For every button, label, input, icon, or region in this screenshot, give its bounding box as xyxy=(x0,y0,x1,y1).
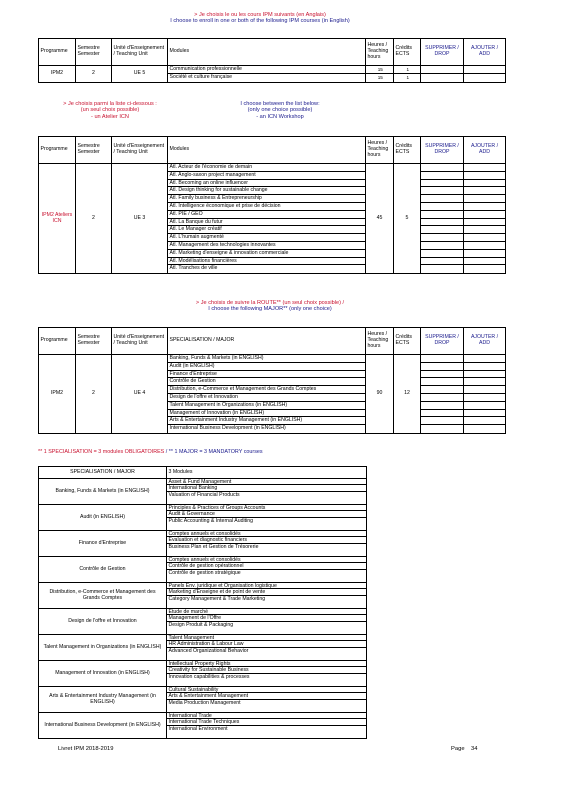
module-item: Atl. Intelligence économique et prise de décision xyxy=(168,203,365,211)
col-unite: Unité d'Enseignement / Teaching Unit xyxy=(112,137,168,164)
credits-cell: 12 xyxy=(394,355,421,434)
col-drop: SUPPRIMER / DROP xyxy=(421,328,464,355)
major-row xyxy=(39,557,367,583)
module-item: Atl. Tranches de ville xyxy=(169,265,218,272)
module-item: Atl. Anglo-saxon project management xyxy=(168,172,365,180)
section1-table xyxy=(38,38,506,83)
col-programme: Programme xyxy=(39,137,76,164)
col-unite: Unité d'Enseignement / Teaching Unit xyxy=(112,39,168,66)
module-item: Atl. Becoming an online influencer xyxy=(168,180,365,188)
module-item: Atl. Design thinking for sustainable change xyxy=(168,187,365,195)
modules-cell xyxy=(168,66,366,83)
major-modules xyxy=(167,505,367,531)
col-heures: Heures / Teaching hours xyxy=(366,328,394,355)
section2-intro-en xyxy=(200,101,360,120)
heures-cell: 90 xyxy=(366,355,394,434)
major-modules xyxy=(167,531,367,557)
major-module-item: Comptes annuels et consolidés xyxy=(167,557,366,563)
add-checkbox-column[interactable] xyxy=(464,355,506,434)
major-module-item: Media Production Management xyxy=(168,699,241,706)
section3-intro xyxy=(110,300,430,313)
major-module-item: Public Accounting & Internal Auditing xyxy=(168,517,253,524)
section2-table xyxy=(38,136,506,274)
table-header-row xyxy=(39,467,367,479)
spec-item: Finance d'Entreprise xyxy=(168,371,365,379)
major-module-item: Arts & Entertainment Management xyxy=(167,693,366,699)
col-specialisation: SPECIALISATION / MAJOR xyxy=(168,328,366,355)
major-modules xyxy=(167,583,367,609)
section2-intro-fr xyxy=(30,101,190,120)
major-module-item: Valuation of Financial Products xyxy=(168,491,240,498)
col-drop: SUPPRIMER / DROP xyxy=(421,137,464,164)
page-number xyxy=(451,746,477,753)
module-item: Communication professionnelle xyxy=(168,66,365,74)
major-row xyxy=(39,713,367,739)
major-name: International Business Development (in ENGLISH) xyxy=(39,713,167,739)
spec-item: International Business Development (in ENGLISH) xyxy=(169,425,286,432)
spec-item: Audit (in ENGLISH) xyxy=(168,363,365,371)
major-modules xyxy=(167,609,367,635)
major-module-item: International Trade Techniques xyxy=(167,719,366,725)
major-module-item: Contrôle de gestion stratégique xyxy=(168,569,241,576)
module-item: Atl. Management des technologies innovantes xyxy=(168,242,365,250)
major-name: Design de l'offre et Innovation xyxy=(39,609,167,635)
table-header-row xyxy=(39,39,506,66)
footer-left: Livret IPM 2018-2019 xyxy=(58,746,114,752)
col-semestre: Semestre Semester xyxy=(76,328,112,355)
col-add: AJOUTER / ADD xyxy=(464,328,506,355)
major-modules xyxy=(167,713,367,739)
note-fr: ** 1 SPECIALISATION = 3 modules OBLIGATOIRES xyxy=(38,449,165,455)
major-module-item: Principles & Practices of Groups Accounts xyxy=(167,505,366,511)
credits-cell: 5 xyxy=(394,164,421,274)
major-module-item: Advanced Organizational Behavior xyxy=(168,647,249,654)
major-module-item: Panels Env. juridique et Organisation logistique xyxy=(167,583,366,589)
module-item: Société et culture française xyxy=(169,73,233,80)
major-name: Audit (in ENGLISH) xyxy=(39,505,167,531)
col-heures: Heures / Teaching hours xyxy=(366,39,394,66)
major-row xyxy=(39,531,367,557)
major-modules xyxy=(167,661,367,687)
major-module-item: International Banking xyxy=(167,485,366,491)
major-module-item: Etude de marché xyxy=(167,609,366,615)
table-header-row xyxy=(39,137,506,164)
section2-intro-en-line: I choose between the list below: xyxy=(240,101,320,107)
programme-cell xyxy=(39,164,76,274)
major-module-item: Business Plan et Gestion de Trésorerie xyxy=(168,543,259,550)
section2-intro-en-line: (only one choice possible) xyxy=(247,107,313,114)
major-modules xyxy=(167,635,367,661)
page-number-value: 34 xyxy=(471,746,478,752)
major-module-item: International Environment xyxy=(168,725,228,732)
spec-item: Arts & Entertainment Industry Management (in ENGLISH) xyxy=(168,417,365,425)
col-specialisation: SPECIALISATION / MAJOR xyxy=(39,467,167,479)
module-item: Atl. L'humain augmenté xyxy=(168,234,365,242)
note-en: / ** 1 MAJOR = 3 MANDATORY courses xyxy=(165,449,263,455)
heures-item: 15 xyxy=(366,66,393,74)
table-header-row xyxy=(39,328,506,355)
major-name: Talent Management in Organizations (in ENGLISH) xyxy=(39,635,167,661)
add-checkbox-column[interactable] xyxy=(464,164,506,274)
major-modules xyxy=(167,557,367,583)
major-module-item: HR Administration & Labour Law xyxy=(167,641,366,647)
semestre-cell: 2 xyxy=(76,164,112,274)
major-modules-table xyxy=(38,466,367,739)
spec-item: Banking, Funds & Markets (in ENGLISH) xyxy=(168,355,365,363)
major-name: Contrôle de Gestion xyxy=(39,557,167,583)
col-semestre: Semestre Semester xyxy=(76,137,112,164)
modules-cell xyxy=(168,164,366,274)
major-module-item: Cultural Sustainability xyxy=(167,687,366,693)
major-module-item: Management de l'Offre xyxy=(167,615,366,621)
major-name: Banking, Funds & Markets (in ENGLISH) xyxy=(39,479,167,505)
heures-cell xyxy=(366,66,394,83)
major-row xyxy=(39,687,367,713)
major-module-item: Marketing d'Enseigne et de point de vente xyxy=(167,589,366,595)
col-drop: SUPPRIMER / DROP xyxy=(421,39,464,66)
section3-intro-fr: > Je choisis de suivre la ROUTE** (un seul choix possible) / xyxy=(195,300,345,306)
module-item: Atl. PIE / GEO xyxy=(168,211,365,219)
section2-intro-fr-line: > Je choisis parmi la liste ci-dessous : xyxy=(63,101,157,107)
major-module-item: International Trade xyxy=(167,713,366,719)
spec-item: Contrôle de Gestion xyxy=(168,378,365,386)
major-row xyxy=(39,479,367,505)
drop-checkbox-column[interactable] xyxy=(421,355,464,434)
semestre-cell: 2 xyxy=(76,355,112,434)
major-row xyxy=(39,583,367,609)
major-name: Finance d'Entreprise xyxy=(39,531,167,557)
semestre-cell: 2 xyxy=(76,66,112,83)
major-name: Arts & Entertainment Industry Management (in ENGLISH) xyxy=(39,687,167,713)
credits-item: 1 xyxy=(394,66,420,74)
credits-cell xyxy=(394,66,421,83)
spec-item: Distribution, e-Commerce et Management des Grands Comptes xyxy=(168,386,365,394)
module-item: Atl. Family business & Entrepreneurship xyxy=(168,195,365,203)
major-module-item: Audit & Governance xyxy=(167,511,366,517)
drop-checkbox-cell[interactable] xyxy=(421,66,464,83)
col-heures: Heures / Teaching hours xyxy=(366,137,394,164)
col-modules: Modules xyxy=(168,137,366,164)
programme-cell: IPM2 xyxy=(39,355,76,434)
major-module-item: Evaluation et diagnostic financiers xyxy=(167,537,366,543)
col-add: AJOUTER / ADD xyxy=(464,39,506,66)
major-module-item: Comptes annuels et consolidés xyxy=(167,531,366,537)
col-credits: Crédits ECTS xyxy=(394,328,421,355)
programme-cell: IPM2 xyxy=(39,66,76,83)
specs-cell xyxy=(168,355,366,434)
add-checkbox-cell[interactable] xyxy=(464,66,506,83)
credits-item: 1 xyxy=(406,74,410,80)
section3-table xyxy=(38,327,506,434)
major-row xyxy=(39,635,367,661)
ue-cell: UE 3 xyxy=(112,164,168,274)
col-modules: Modules xyxy=(168,39,366,66)
col-credits: Crédits ECTS xyxy=(394,137,421,164)
module-item: Atl. Le Manager créatif xyxy=(168,226,365,234)
major-modules xyxy=(167,479,367,505)
major-row xyxy=(39,505,367,531)
major-modules xyxy=(167,687,367,713)
col-semestre: Semestre Semester xyxy=(76,39,112,66)
drop-checkbox-column[interactable] xyxy=(421,164,464,274)
mandatory-note xyxy=(38,449,263,455)
col-three-modules: 3 Modules xyxy=(167,467,367,479)
major-module-item: Design Produit & Packaging xyxy=(168,621,234,628)
major-row xyxy=(39,609,367,635)
major-name: Distribution, e-Commerce et Management des Grands Comptes xyxy=(39,583,167,609)
section2-intro-en-line: - an ICN Workshop xyxy=(256,113,304,120)
module-item: Atl. Marketing d'enseigne & innovation commerciale xyxy=(168,250,365,258)
major-module-item: Category Management & Trade Marketing xyxy=(168,595,266,602)
major-module-item: Innovation capabilities & processes xyxy=(168,673,250,680)
table-row xyxy=(39,66,506,83)
table-row xyxy=(39,164,506,274)
heures-cell: 45 xyxy=(366,164,394,274)
spec-item: Design de l'offre et Innovation xyxy=(168,394,365,402)
section3-intro-en: I choose the following MAJOR** (only one choice) xyxy=(208,306,332,313)
major-row xyxy=(39,661,367,687)
ue-cell: UE 4 xyxy=(112,355,168,434)
major-name: Management of Innovation (in ENGLISH) xyxy=(39,661,167,687)
ue-cell: UE 5 xyxy=(112,66,168,83)
spec-item: Management of Innovation (in ENGLISH) xyxy=(168,410,365,418)
section2-intro-fr-line: - un Atelier ICN xyxy=(91,113,129,120)
programme-text: IPM2 Ateliers ICN xyxy=(41,211,73,224)
section2-intro-fr-line: (un seul choix possible) xyxy=(80,107,140,114)
col-credits: Crédits ECTS xyxy=(394,39,421,66)
major-module-item: Intellectual Property Rights xyxy=(167,661,366,667)
col-programme: Programme xyxy=(39,39,76,66)
spec-item: Talent Management in Organizations (in ENGLISH) xyxy=(168,402,365,410)
col-add: AJOUTER / ADD xyxy=(464,137,506,164)
section1-intro-fr: > Je choisis le ou les cours IPM suivants (en Anglais) xyxy=(194,12,326,18)
module-item: Atl. Acteur de l'économie de demain xyxy=(168,164,365,172)
col-programme: Programme xyxy=(39,328,76,355)
col-unite: Unité d'Enseignement / Teaching Unit xyxy=(112,328,168,355)
major-module-item: Talent Management xyxy=(167,635,366,641)
major-module-item: Creativity for Sustainable Business xyxy=(167,667,366,673)
module-item: Atl. Modélisations financières xyxy=(168,258,365,266)
major-module-item: Asset & Fund Management xyxy=(167,479,366,485)
section1-intro xyxy=(100,12,420,25)
module-item: Atl. La Banque du futur xyxy=(168,219,365,227)
page-label: Page xyxy=(451,746,465,752)
section1-intro-en: I choose to enroll in one or both of the following IPM courses (in English) xyxy=(170,18,350,25)
heures-item: 15 xyxy=(377,74,383,80)
major-module-item: Contrôle de gestion opérationnel xyxy=(167,563,366,569)
table-row xyxy=(39,355,506,434)
